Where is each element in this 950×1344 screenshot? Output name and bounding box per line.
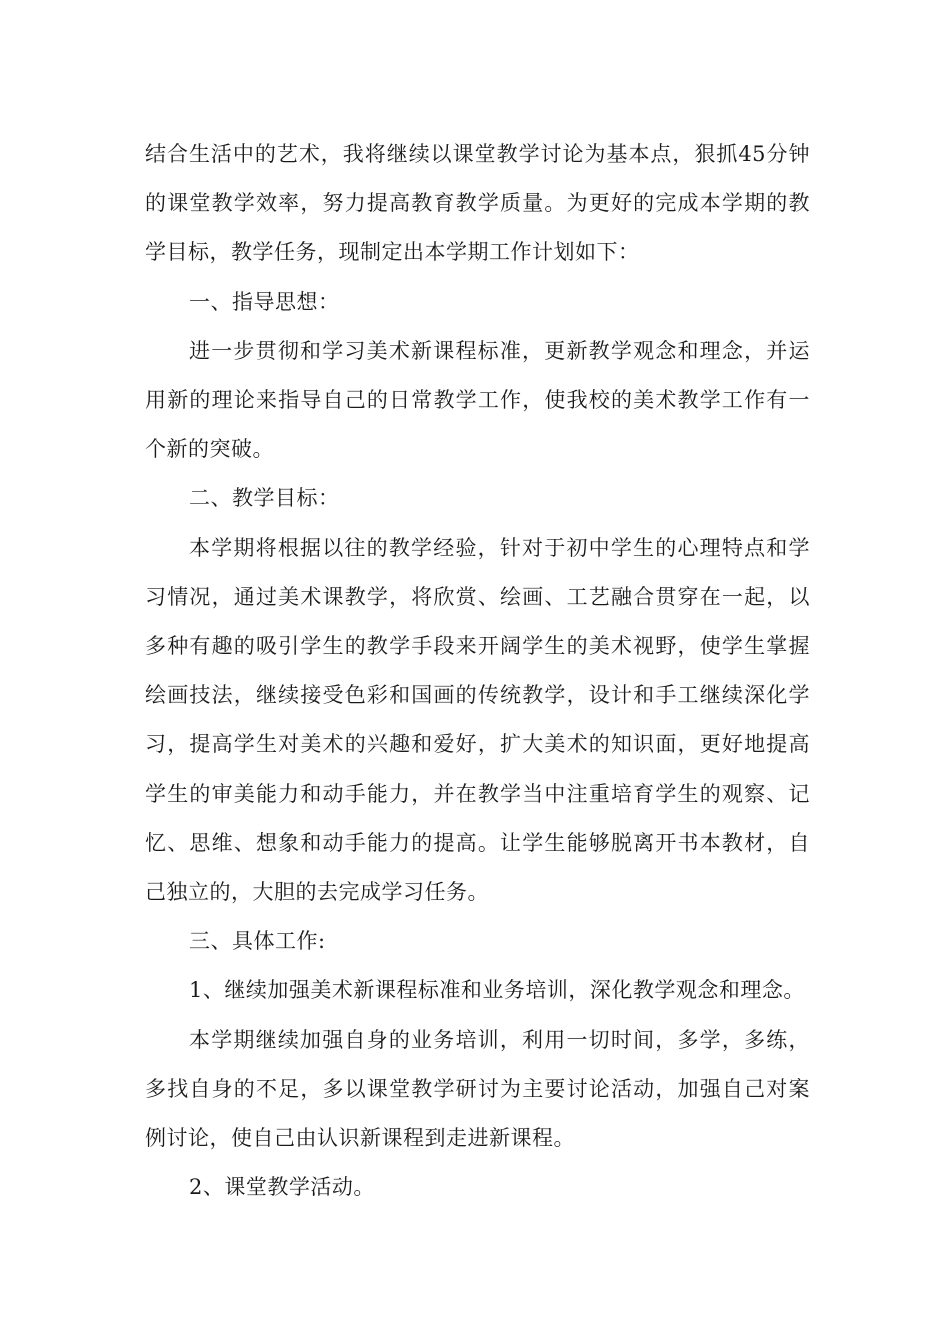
heading-item-2: 2、课堂教学活动。 <box>189 1175 375 1200</box>
document-body <box>145 130 810 1212</box>
heading-item-1: 1、继续加强美术新课程标准和业务培训，深化教学观念和理念。 <box>189 978 805 1003</box>
heading-teaching-goals: 二、教学目标： <box>189 486 340 511</box>
paragraph-item-1: 本学期继续加强自身的业务培训，利用一切时间，多学，多练，多找自身的不足，多以课堂教学研讨为主要讨论活动，加强自己对案例讨论，使自己由认识新课程到走进新课程。 <box>145 1027 810 1151</box>
heading-specific-work: 三、具体工作: <box>189 929 326 954</box>
heading-guiding-ideology: 一、指导思想： <box>189 289 340 314</box>
paragraph-teaching-goals: 本学期将根据以往的教学经验，针对于初中学生的心理特点和学习情况，通过美术课教学，将欣赏、绘画、工艺融合贯穿在一起，以多种有趣的吸引学生的教学手段来开阔学生的美术视野，使学生掌握绘画技法，继续接受色彩和国画的传统教学，设计和手工继续深化学习，提高学生对美术的兴趣和爱好，扩大美术的知识面，更好地提高学生的审美能力和动手能力，并在教学当中注重培育学生的观察、记忆、思维、想象和动手能力的提高。让学生能够脱离开书本教材，自己独立的，大胆的去完成学习任务。 <box>145 535 810 905</box>
paragraph-intro: 结合生活中的艺术，我将继续以课堂教学讨论为基本点，狠抓45分钟的课堂教学效率，努力提高教育教学质量。为更好的完成本学期的教学目标，教学任务，现制定出本学期工作计划如下： <box>145 142 810 265</box>
paragraph-guiding-ideology: 进一步贯彻和学习美术新课程标准，更新教学观念和理念，并运用新的理论来指导自己的日常教学工作，使我校的美术教学工作有一个新的突破。 <box>145 338 810 462</box>
